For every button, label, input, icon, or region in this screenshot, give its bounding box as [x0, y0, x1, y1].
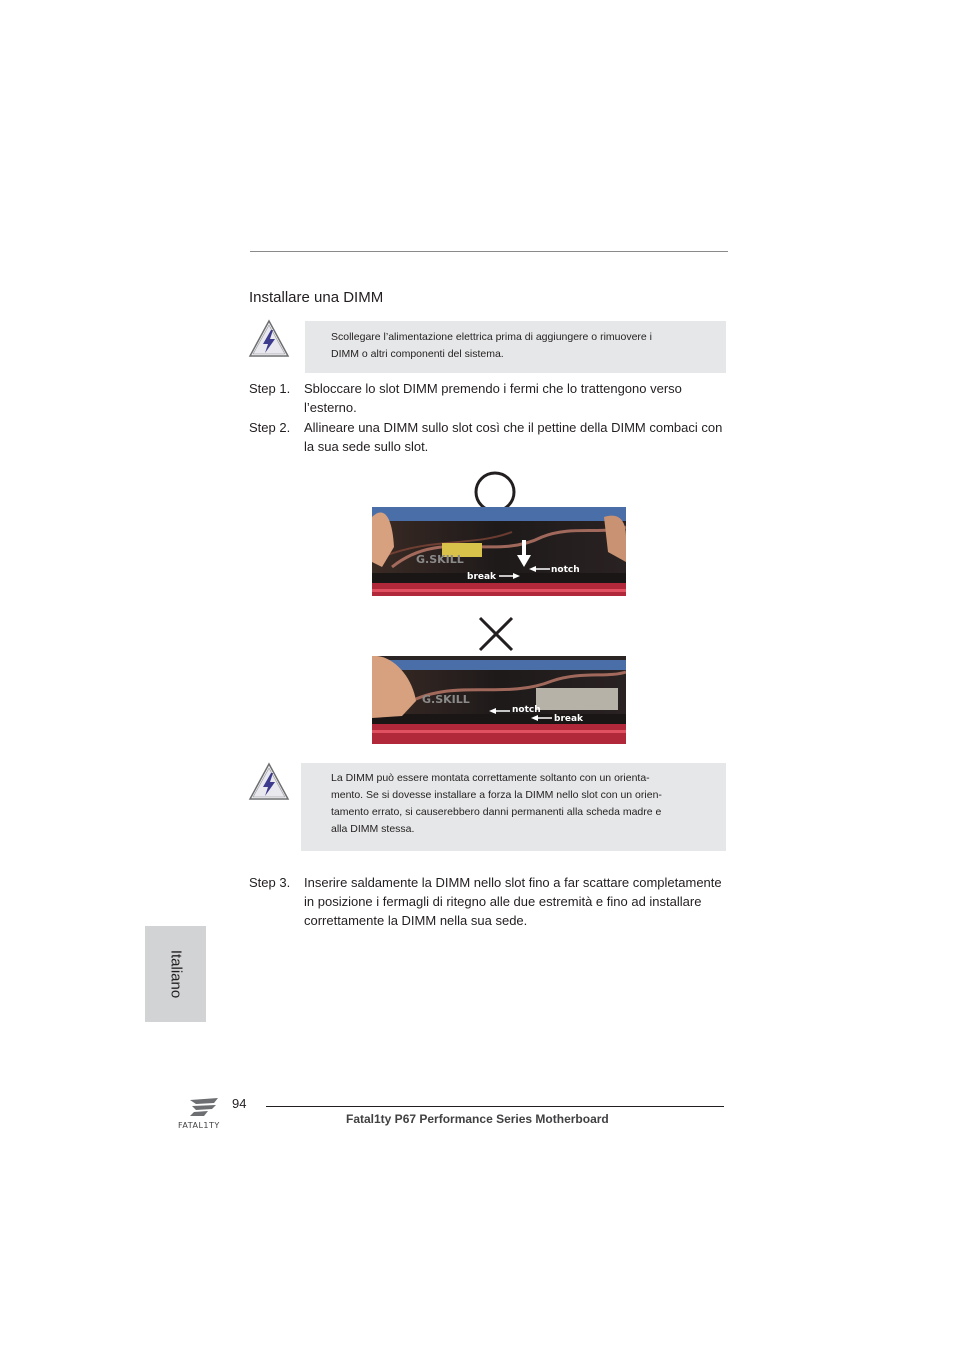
- fatal1ty-logo: [176, 1094, 232, 1134]
- step-text: [304, 418, 724, 456]
- step-line: Inserire saldamente la DIMM nello slot fino a far scattare completamente: [304, 875, 722, 890]
- step-text: [304, 873, 724, 930]
- section-title: Installare una DIMM: [249, 289, 384, 306]
- dimm-correct-photo: [372, 507, 626, 596]
- break-label: break: [554, 714, 584, 724]
- footer-title: Fatal1ty P67 Performance Series Motherboard: [346, 1112, 609, 1126]
- header-rule: [250, 251, 728, 252]
- step-line: correttamente la DIMM nella sua sede.: [304, 913, 528, 928]
- language-tab: [145, 926, 206, 1022]
- logo-text: FATAL1TY: [178, 1121, 220, 1130]
- notch-label: notch: [512, 705, 541, 715]
- step-line: in posizione i fermagli di ritegno alle due estremità e fino ad installare: [304, 894, 702, 909]
- caution-line: alla DIMM stessa.: [331, 823, 415, 835]
- step-label: Step 1.: [249, 381, 291, 396]
- caution-line: Scollegare l’alimentazione elettrica prima di aggiungere o rimuovere i: [331, 331, 652, 343]
- caution-line: tamento errato, si causerebbero danni permanenti alla scheda madre e: [331, 806, 662, 818]
- brand-label: G.SKILL: [416, 553, 464, 566]
- footer-rule: [266, 1106, 724, 1107]
- notch-label: notch: [551, 565, 580, 575]
- warning-icon: [248, 762, 290, 802]
- caution-line: mento. Se si dovesse installare a forza la DIMM nello slot con un orien-: [331, 789, 662, 801]
- step-label: Step 2.: [249, 420, 291, 435]
- step-3: [249, 873, 729, 933]
- step-line: la sua sede sullo slot.: [304, 439, 429, 454]
- brand-label: G.SKILL: [422, 693, 470, 706]
- step-1: [249, 379, 729, 419]
- step-text: [304, 379, 724, 417]
- step-line: Allineare una DIMM sullo slot così che il pettine della DIMM combaci con: [304, 420, 723, 435]
- page-number: 94: [232, 1096, 247, 1111]
- step-line: Sbloccare lo slot DIMM premendo i fermi che lo trattengono verso: [304, 381, 682, 396]
- step-line: l’esterno.: [304, 400, 357, 415]
- warning-icon: [248, 319, 290, 359]
- language-tab-label: Italiano: [167, 949, 184, 999]
- step-label: Step 3.: [249, 875, 291, 890]
- break-label: break: [467, 572, 497, 582]
- caution-note-orientation: [301, 763, 726, 851]
- wrong-cross-icon: [476, 614, 516, 654]
- step-2: [249, 418, 729, 458]
- dimm-wrong-photo: [372, 656, 626, 744]
- caution-line: DIMM o altri componenti del sistema.: [331, 348, 504, 360]
- caution-note-power: [305, 321, 726, 373]
- caution-line: La DIMM può essere montata correttamente soltanto con un orienta-: [331, 772, 650, 784]
